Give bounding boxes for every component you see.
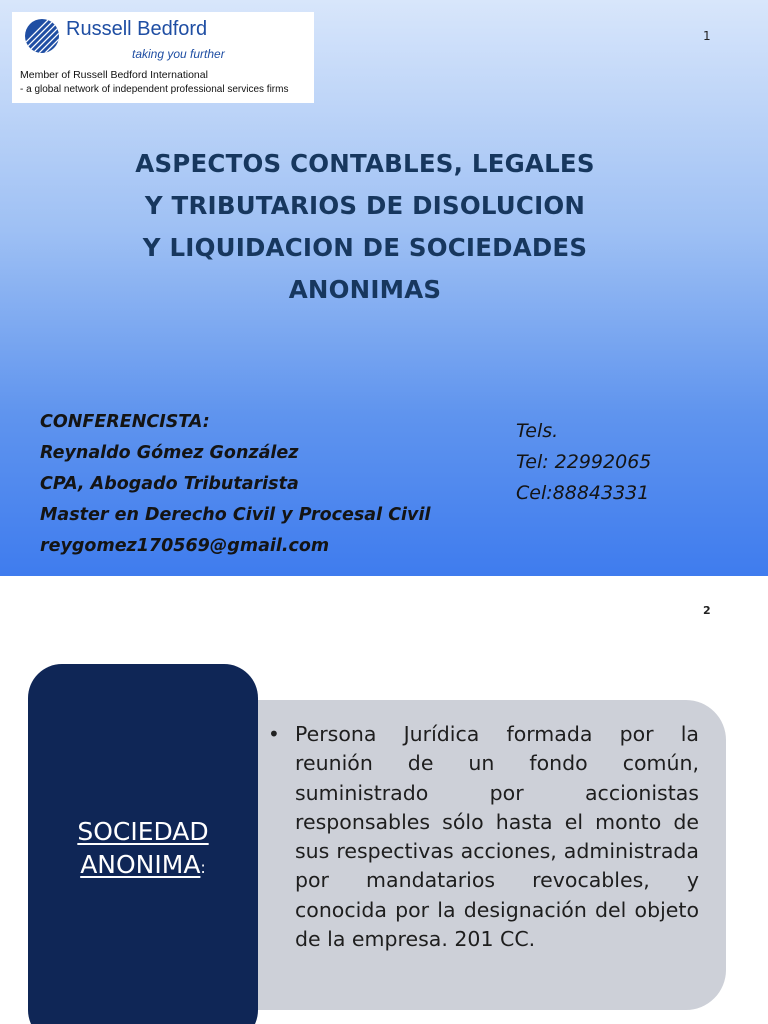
bullet-icon: •	[268, 722, 280, 746]
speaker-degree: Master en Derecho Civil y Procesal Civil	[40, 505, 431, 525]
slide-number: 1	[703, 29, 711, 43]
member-line-1: Member of Russell Bedford International	[20, 69, 208, 81]
contact-cel: Cel:88843331	[516, 482, 650, 504]
globe-logo-icon	[24, 18, 60, 54]
contact-tel: Tel: 22992065	[516, 451, 652, 473]
brand-name: Russell Bedford	[66, 18, 208, 40]
speaker-info	[40, 407, 480, 562]
term-line-1: SOCIEDAD	[77, 817, 209, 846]
speaker-role: CPA, Abogado Tributarista	[40, 474, 299, 494]
russell-bedford-logo	[12, 12, 314, 103]
speaker-heading: CONFERENCISTA:	[40, 412, 210, 432]
slide-title: ASPECTOS CONTABLES, LEGALES Y TRIBUTARIOS DE DISOLUCION Y LIQUIDACION DE SOCIEDADES ANONIMAS	[135, 149, 595, 304]
term-line-2: ANONIMA	[80, 850, 201, 879]
speaker-email[interactable]: reygomez170569@gmail.com	[40, 536, 330, 556]
contact-info	[516, 416, 746, 509]
contact-label: Tels.	[516, 420, 559, 442]
term-colon: :	[200, 858, 206, 877]
definition-text: Persona Jurídica formada por la reunión de un fondo común, suministrado por accionistas responsables sólo hasta el monto de sus respectivas acciones, administrada por mandatarios revocables, y conocida por la designación del objeto de la empresa. 201 CC.	[295, 722, 699, 952]
slide-2	[0, 576, 768, 1024]
brand-tagline: taking you further	[132, 47, 225, 61]
term-box	[28, 664, 258, 1024]
term-label	[28, 815, 258, 884]
slide-number: 2	[703, 604, 711, 617]
member-line-2: - a global network of independent professional services firms	[20, 84, 289, 95]
speaker-name: Reynaldo Gómez González	[40, 443, 299, 463]
